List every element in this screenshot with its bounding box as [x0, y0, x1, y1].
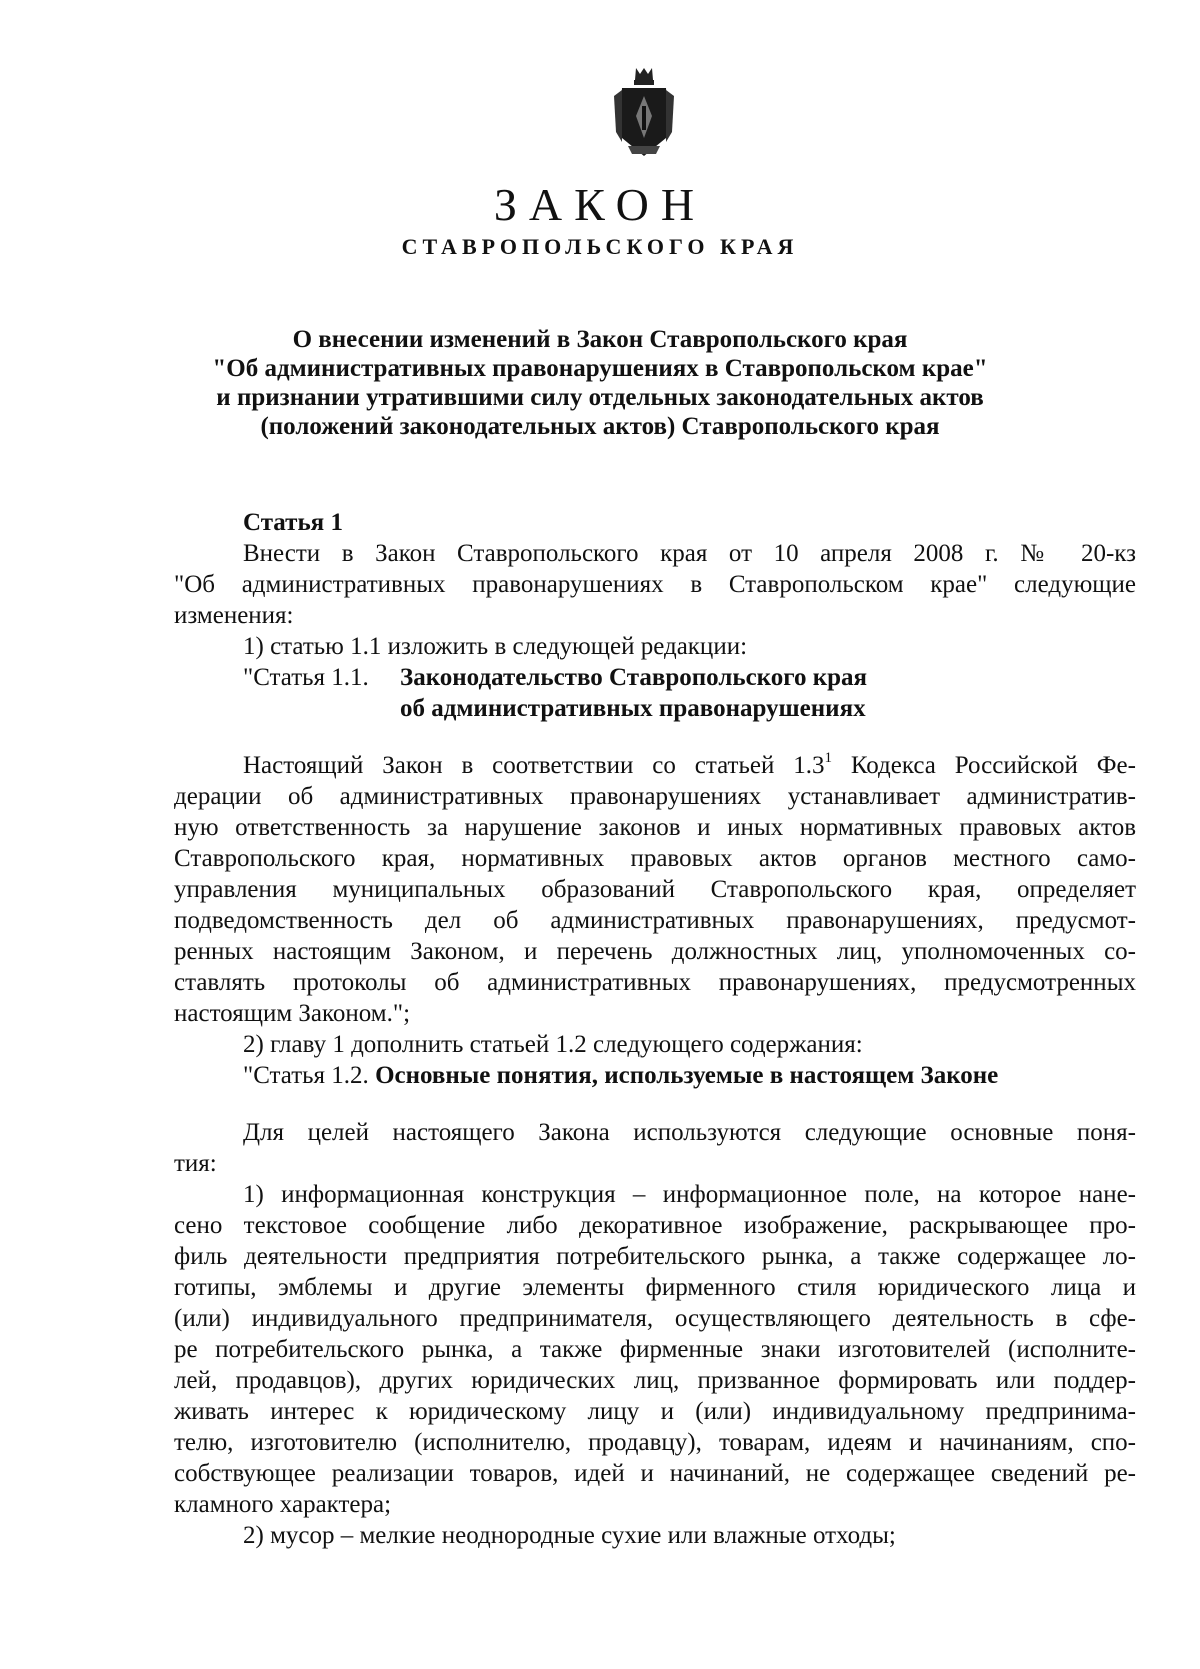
- paragraph-line: Для целей настоящего Закона используются следующие основные поня-: [243, 1119, 1136, 1146]
- definition-line: сено текстовое сообщение либо декоративное изображение, раскрывающее про-: [174, 1212, 1136, 1239]
- definition-line: (или) индивидуального предпринимателя, осуществляющего деятельность в сфе-: [174, 1305, 1136, 1332]
- paragraph-line: подведомственность дел об административных правонарушениях, предусмот-: [174, 907, 1136, 934]
- paragraph-line: ставлять протоколы об административных правонарушениях, предусмотренных: [174, 969, 1136, 996]
- paragraph-line: дерации об административных правонарушениях устанавливает административ-: [174, 783, 1136, 810]
- law-heading: [150, 325, 1050, 441]
- definition-line: живать интерес к юридическому лицу и (или) индивидуальному предпринима-: [174, 1398, 1136, 1425]
- definition-line: готипы, эмблемы и другие элементы фирменного стиля юридического лица и: [174, 1274, 1136, 1301]
- heading-line: "Об административных правонарушениях в Ставропольском крае": [212, 355, 988, 382]
- article-1-1-title: Законодательство Ставропольского края: [400, 664, 868, 691]
- definition-line: 1) информационная конструкция – информационное поле, на которое нане-: [243, 1181, 1136, 1208]
- article-intro-line: "Об административных правонарушениях в Ставропольском крае" следующие: [174, 571, 1136, 598]
- article-1-2-heading: [243, 1061, 998, 1091]
- definition-line: кламного характера;: [174, 1491, 392, 1518]
- article-title: Статья 1: [243, 509, 343, 536]
- article-1-1-prefix: "Статья 1.1.: [243, 664, 369, 691]
- definition-line: лей, продавцов), других юридических лиц, призванное формировать или поддер-: [174, 1367, 1136, 1394]
- article-1-1-title: об административных правонарушениях: [400, 695, 866, 722]
- amendment-item-1: 1) статью 1.1 изложить в следующей редакции:: [243, 633, 748, 660]
- definition-2: 2) мусор – мелкие неоднородные сухие или влажные отходы;: [243, 1522, 896, 1549]
- definition-line: собствующее реализации товаров, идей и начинаний, не содержащее сведений ре-: [174, 1460, 1136, 1487]
- article-intro-line: изменения:: [174, 602, 294, 629]
- coat-of-arms-emblem: [612, 66, 676, 160]
- paragraph-line: настоящим Законом.";: [174, 1000, 411, 1027]
- article-1-2-title: Основные понятия, используемые в настоящем Законе: [375, 1062, 999, 1089]
- definition-line: телю, изготовителю (исполнителю, продавцу), товарам, идеям и начинаниям, спо-: [174, 1429, 1136, 1456]
- law-title: ЗАКОН: [493, 179, 707, 230]
- heading-line: О внесении изменений в Закон Ставропольского края: [292, 326, 908, 353]
- paragraph-line: управления муниципальных образований Ставропольского края, определяет: [174, 876, 1136, 903]
- definition-line: ре потребительского рынка, а также фирменные знаки изготовителей (исполните-: [174, 1336, 1136, 1363]
- region-title: СТАВРОПОЛЬСКОГО КРАЯ: [401, 234, 799, 259]
- superscript: 1: [824, 749, 832, 766]
- paragraph-line: тия:: [174, 1150, 217, 1177]
- paragraph-line: Ставропольского края, нормативных правовых актов органов местного само-: [174, 845, 1136, 872]
- paragraph-text: Настоящий Закон в соответствии со статьей 1.3: [243, 752, 825, 779]
- definition-line: филь деятельности предприятия потребительского рынка, а также содержащее ло-: [174, 1243, 1136, 1270]
- article-1-1-paragraph-start: [243, 751, 1136, 781]
- paragraph-line: ренных настоящим Законом, и перечень должностных лиц, уполномоченных со-: [174, 938, 1136, 965]
- amendment-item-2: 2) главу 1 дополнить статьей 1.2 следующего содержания:: [243, 1031, 863, 1058]
- heading-line: и признании утратившими силу отдельных законодательных актов: [216, 384, 984, 411]
- paragraph-text: Кодекса Российской Фе-: [831, 752, 1136, 779]
- heading-line: (положений законодательных актов) Ставропольского края: [260, 413, 940, 440]
- article-1-2-prefix: "Статья 1.2.: [243, 1062, 376, 1089]
- article-intro-line: Внести в Закон Ставропольского края от 10 апреля 2008 г. № 20-кз: [243, 540, 1136, 567]
- paragraph-line: ную ответственность за нарушение законов и иных нормативных правовых актов: [174, 814, 1136, 841]
